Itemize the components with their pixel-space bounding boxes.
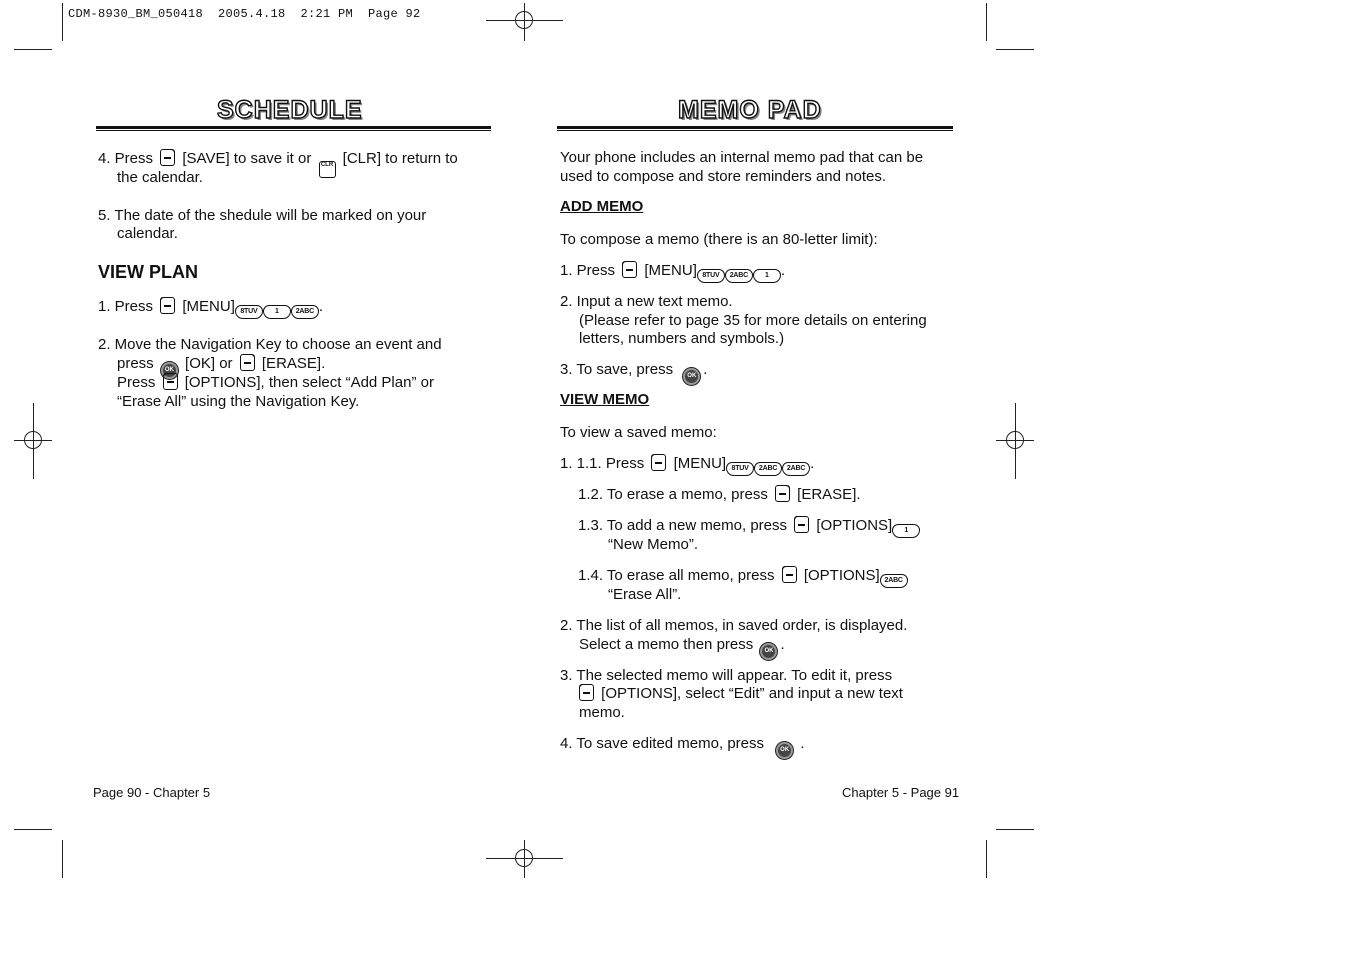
view-plan-heading: VIEW PLAN xyxy=(98,262,199,282)
view-memo-intro: To view a saved memo: xyxy=(560,424,717,441)
step-4-cont: the calendar. xyxy=(117,169,203,186)
left-soft-key-icon xyxy=(163,373,178,390)
add-step-2: 2. Input a new text memo. xyxy=(560,293,733,310)
key-1-icon: 1 xyxy=(753,269,781,283)
view-step-3-c: memo. xyxy=(579,704,625,721)
add-step-2-b: (Please refer to page 35 for more details on entering xyxy=(579,312,927,329)
clr-key-icon: CLR xyxy=(319,161,336,178)
title-rule xyxy=(96,126,491,129)
add-step-1: 1. Press [MENU] 8TUV 2ABC 1 . xyxy=(560,261,785,283)
left-soft-key-icon xyxy=(782,566,797,583)
add-memo-intro: To compose a memo (there is an 80-letter limit): xyxy=(560,231,878,248)
left-page-footer: Page 90 - Chapter 5 xyxy=(93,785,211,800)
left-soft-key-icon xyxy=(651,454,666,471)
view-step-2: 2. The list of all memos, in saved order, is displayed. xyxy=(560,617,908,634)
title-rule xyxy=(557,126,953,129)
step-5: 5. The date of the shedule will be marked on your xyxy=(98,207,427,224)
key-2-icon: 2ABC xyxy=(291,305,319,319)
view-step-3-b: [OPTIONS], select “Edit” and input a new text xyxy=(576,684,903,703)
view-step-1-2: 1.2. To erase a memo, press [ERASE]. xyxy=(578,486,861,503)
intro-line-2: used to compose and store reminders and notes. xyxy=(560,168,887,185)
add-memo-heading: ADD MEMO xyxy=(560,198,644,215)
step-4: 4. Press [SAVE] to save it or CLR [CLR] to return to xyxy=(98,149,458,178)
ok-key-icon: OK xyxy=(760,643,777,660)
right-soft-key-icon xyxy=(160,149,175,166)
view-step-1-3-b: “New Memo”. xyxy=(608,536,699,553)
title-rule-thin xyxy=(557,130,953,131)
view-plan-step-2-d: “Erase All” using the Navigation Key. xyxy=(117,393,360,410)
key-8-icon: 8TUV xyxy=(697,269,725,283)
ok-key-icon: OK xyxy=(161,362,178,379)
key-8-icon: 8TUV xyxy=(726,462,754,476)
view-memo-heading: VIEW MEMO xyxy=(560,391,650,408)
left-soft-key-icon xyxy=(622,261,637,278)
key-1-icon: 1 xyxy=(892,524,920,538)
title-rule-thin xyxy=(96,130,491,131)
view-plan-step-1: 1. Press [MENU] 8TUV 1 2ABC . xyxy=(98,297,323,319)
view-plan-step-2: 2. Move the Navigation Key to choose an event and xyxy=(98,336,442,353)
key-2-icon: 2ABC xyxy=(880,574,908,588)
view-step-4: 4. To save edited memo, press OK . xyxy=(560,734,805,759)
print-slug: CDM-8930_BM_050418 2005.4.18 2:21 PM Page 92 xyxy=(68,7,421,21)
key-2-icon: 2ABC xyxy=(754,462,782,476)
page-title-schedule: SCHEDULE xyxy=(217,96,363,124)
right-soft-key-icon xyxy=(775,485,790,502)
view-step-1-4: 1.4. To erase all memo, press [OPTIONS] 2ABC xyxy=(578,566,908,588)
key-2-icon: 2ABC xyxy=(782,462,810,476)
view-step-2-b: Select a memo then press OK . xyxy=(579,635,785,660)
ok-key-icon: OK xyxy=(683,368,700,385)
key-1-icon: 1 xyxy=(263,305,291,319)
add-step-3: 3. To save, press OK . xyxy=(560,360,707,385)
right-page-footer: Chapter 5 - Page 91 xyxy=(842,785,960,800)
view-step-3: 3. The selected memo will appear. To edit it, press xyxy=(560,667,893,684)
view-plan-step-2-b: press OK [OK] or [ERASE]. xyxy=(117,354,325,379)
view-step-1-1: 1. 1.1. Press [MENU] 8TUV 2ABC 2ABC . xyxy=(560,454,814,476)
left-soft-key-icon xyxy=(160,297,175,314)
left-soft-key-icon xyxy=(794,516,809,533)
key-8-icon: 8TUV xyxy=(235,305,263,319)
view-step-1-3: 1.3. To add a new memo, press [OPTIONS] 1 xyxy=(578,516,920,538)
intro-line-1: Your phone includes an internal memo pad that can be xyxy=(560,149,924,166)
right-soft-key-icon xyxy=(240,354,255,371)
page-title-memo-pad: MEMO PAD xyxy=(678,96,822,124)
left-soft-key-icon xyxy=(579,684,594,701)
key-2-icon: 2ABC xyxy=(725,269,753,283)
ok-key-icon: OK xyxy=(776,742,793,759)
view-plan-step-2-c: Press [OPTIONS], then select “Add Plan” or xyxy=(117,374,434,391)
view-step-1-4-b: “Erase All”. xyxy=(608,586,682,603)
step-5-cont: calendar. xyxy=(117,225,178,242)
add-step-2-c: letters, numbers and symbols.) xyxy=(579,330,785,347)
